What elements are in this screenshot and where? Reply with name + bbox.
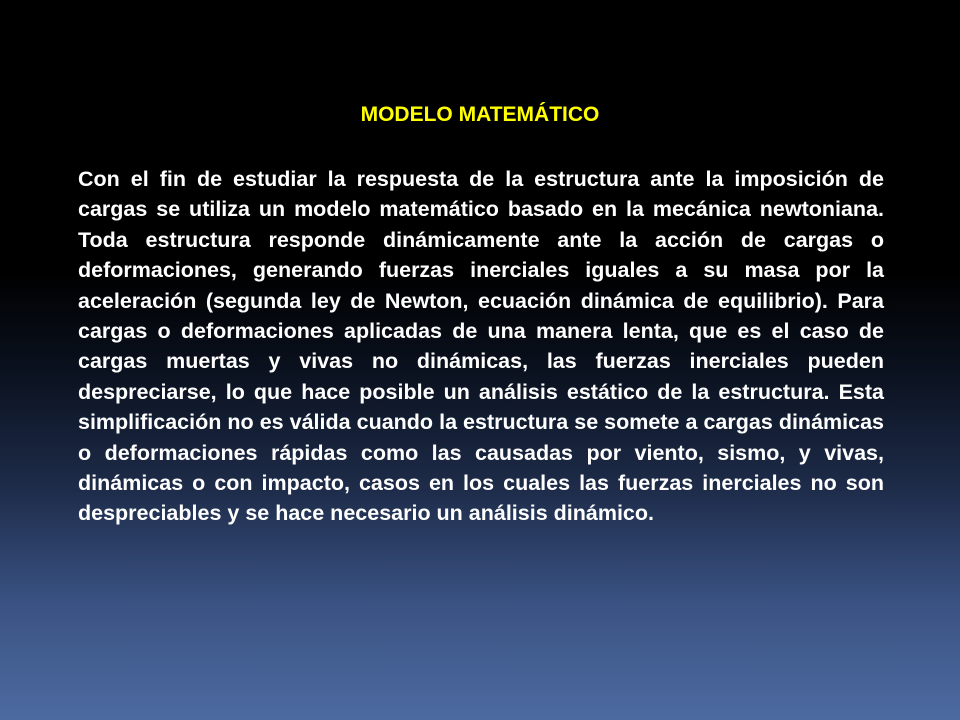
slide-title: MODELO MATEMÁTICO [360, 103, 600, 126]
slide-paragraph: Con el fin de estudiar la respuesta de la estructura ante la imposición de cargas se utiliza un modelo matemático basado en la mecánica newtoniana. Toda estructura responde dinámicamente ante la acción de cargas o deformaciones, generando fuerzas inerciales iguales a su masa por la aceleración (segunda ley de Newton, ecuación dinámica de equilibrio). Para cargas o deformaciones aplicadas de una manera lenta, que es el caso de cargas muertas y vivas no dinámicas, las fuerzas inerciales pueden despreciarse, lo que hace posible un análisis estático de la estructura. Esta simplificación no es válida cuando la estructura se somete a cargas dinámicas o deformaciones rápidas como las causadas por viento, sismo, y vivas, dinámicas o con impacto, casos en los cuales las fuerzas inerciales no son despreciables y se hace necesario un análisis dinámico. [78, 167, 884, 526]
